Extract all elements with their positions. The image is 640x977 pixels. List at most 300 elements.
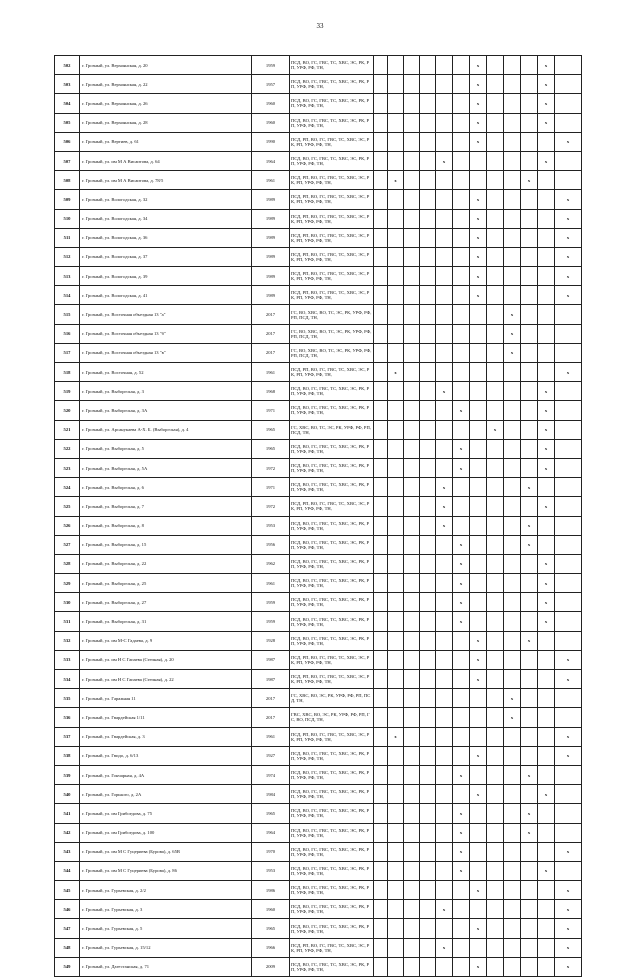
mark-cell: [538, 343, 555, 362]
work-codes-cell: ПСД, РП, ВО, ГС, ГВС, ТС, ХВС, ЭС, РК, РП, УРФ, РФ, ТН,: [290, 228, 374, 247]
mark-cell: [487, 861, 504, 880]
mark-cell: [404, 247, 420, 266]
mark-cell: x: [538, 94, 555, 113]
mark-cell: [538, 324, 555, 343]
mark-cell: [420, 420, 436, 439]
row-number: 530: [55, 593, 80, 612]
address-cell: г. Грозный, ул. Выборгская, д. 7: [80, 497, 252, 516]
mark-cell: [420, 746, 436, 765]
mark-cell: [404, 765, 420, 784]
table-row: [55, 75, 582, 94]
mark-cell: [404, 900, 420, 919]
mark-cell: [404, 420, 420, 439]
mark-cell: [388, 593, 404, 612]
table-row: [55, 746, 582, 765]
mark-cell: [436, 746, 453, 765]
mark-cell: [374, 190, 388, 209]
mark-cell: [436, 765, 453, 784]
mark-cell: [453, 420, 470, 439]
mark-cell: [374, 593, 388, 612]
mark-cell: x: [470, 957, 487, 976]
mark-cell: [470, 861, 487, 880]
work-codes-cell: ПСД, ВО, ГС, ГВС, ТС, ХВС, ЭС, РК, РП, УРФ, РФ, ТН,: [290, 94, 374, 113]
mark-cell: [420, 574, 436, 593]
mark-cell: [404, 823, 420, 842]
mark-cell: [487, 670, 504, 689]
year-cell: 1971: [252, 401, 290, 420]
row-number: 512: [55, 247, 80, 266]
mark-cell: [420, 132, 436, 151]
mark-cell: [388, 247, 404, 266]
mark-cell: [504, 535, 521, 554]
table-row: [55, 171, 582, 190]
mark-cell: [388, 382, 404, 401]
table-row: [55, 478, 582, 497]
work-codes-cell: ПСД, РП, ВО, ГС, ГВС, ТС, ХВС, ЭС, РК, РП, УРФ, РФ, ТН,: [290, 727, 374, 746]
mark-cell: [521, 363, 538, 382]
mark-cell: [436, 785, 453, 804]
mark-cell: [388, 612, 404, 631]
mark-cell: [436, 420, 453, 439]
mark-cell: x: [555, 900, 582, 919]
mark-cell: [420, 900, 436, 919]
mark-cell: [487, 804, 504, 823]
mark-cell: [521, 132, 538, 151]
address-cell: г. Грозный, ул. Восточная объездная 13 "б": [80, 324, 252, 343]
mark-cell: [388, 785, 404, 804]
row-number: 545: [55, 881, 80, 900]
work-codes-cell: ПСД, ВО, ГС, ГВС, ТС, ХВС, ЭС, РК, РП, УРФ, РФ, ТН,: [290, 861, 374, 880]
mark-cell: [453, 708, 470, 727]
work-codes-cell: ПСД, РП, ВО, ГС, ГВС, ТС, ХВС, ЭС, РК, РП, УРФ, РФ, ТН,: [290, 132, 374, 151]
mark-cell: [436, 881, 453, 900]
mark-cell: [470, 574, 487, 593]
year-cell: 1989: [252, 267, 290, 286]
mark-cell: [420, 785, 436, 804]
mark-cell: [374, 919, 388, 938]
mark-cell: [504, 765, 521, 784]
year-cell: 1990: [252, 132, 290, 151]
row-number: 524: [55, 478, 80, 497]
mark-cell: [538, 957, 555, 976]
mark-cell: [555, 305, 582, 324]
mark-cell: [470, 727, 487, 746]
mark-cell: x: [538, 420, 555, 439]
work-codes-cell: ПСД, ВО, ГС, ГВС, ТС, ХВС, ЭС, РК, РП, УРФ, РФ, ТН,: [290, 842, 374, 861]
mark-cell: [504, 670, 521, 689]
mark-cell: [420, 113, 436, 132]
mark-cell: [420, 650, 436, 669]
mark-cell: [388, 439, 404, 458]
mark-cell: [420, 708, 436, 727]
mark-cell: [388, 56, 404, 75]
row-number: 521: [55, 420, 80, 439]
row-number: 525: [55, 497, 80, 516]
mark-cell: [487, 765, 504, 784]
mark-cell: x: [453, 804, 470, 823]
mark-cell: [420, 343, 436, 362]
mark-cell: [538, 305, 555, 324]
mark-cell: [521, 861, 538, 880]
mark-cell: x: [470, 631, 487, 650]
mark-cell: [453, 900, 470, 919]
mark-cell: [521, 881, 538, 900]
mark-cell: [504, 190, 521, 209]
mark-cell: [388, 420, 404, 439]
mark-cell: [388, 267, 404, 286]
mark-cell: [404, 554, 420, 573]
mark-cell: [374, 439, 388, 458]
work-codes-cell: ГВС, ХВС, ВО, ЭС, РК, УРФ, РФ, РП, ГС, ВО, ПСД, ТН,: [290, 708, 374, 727]
table-row: [55, 151, 582, 170]
row-number: 523: [55, 458, 80, 477]
mark-cell: [420, 228, 436, 247]
year-cell: 1989: [252, 190, 290, 209]
page-number: 33: [316, 22, 324, 30]
mark-cell: [453, 324, 470, 343]
mark-cell: [470, 765, 487, 784]
mark-cell: [374, 94, 388, 113]
mark-cell: [538, 804, 555, 823]
mark-cell: [521, 785, 538, 804]
mark-cell: [555, 439, 582, 458]
mark-cell: [420, 861, 436, 880]
mark-cell: [487, 957, 504, 976]
mark-cell: [504, 957, 521, 976]
mark-cell: [420, 727, 436, 746]
mark-cell: [555, 804, 582, 823]
table-row: [55, 938, 582, 957]
table-row: [55, 132, 582, 151]
year-cell: 2017: [252, 708, 290, 727]
mark-cell: x: [436, 151, 453, 170]
mark-cell: [538, 919, 555, 938]
mark-cell: [436, 670, 453, 689]
mark-cell: [404, 919, 420, 938]
mark-cell: [470, 343, 487, 362]
mark-cell: x: [470, 267, 487, 286]
mark-cell: [374, 516, 388, 535]
mark-cell: [453, 305, 470, 324]
mark-cell: [388, 670, 404, 689]
mark-cell: [404, 94, 420, 113]
mark-cell: [504, 593, 521, 612]
mark-cell: [404, 631, 420, 650]
row-number: 522: [55, 439, 80, 458]
mark-cell: [504, 516, 521, 535]
year-cell: 1961: [252, 727, 290, 746]
mark-cell: [487, 458, 504, 477]
mark-cell: [404, 957, 420, 976]
mark-cell: [504, 382, 521, 401]
mark-cell: [470, 363, 487, 382]
mark-cell: [504, 919, 521, 938]
mark-cell: [504, 478, 521, 497]
mark-cell: [420, 535, 436, 554]
year-cell: 1989: [252, 209, 290, 228]
mark-cell: [420, 56, 436, 75]
year-cell: 1974: [252, 765, 290, 784]
mark-cell: [555, 420, 582, 439]
mark-cell: [538, 881, 555, 900]
year-cell: 1966: [252, 938, 290, 957]
mark-cell: [436, 631, 453, 650]
row-number: 502: [55, 56, 80, 75]
mark-cell: [436, 650, 453, 669]
mark-cell: [388, 305, 404, 324]
table-row: [55, 497, 582, 516]
row-number: 547: [55, 919, 80, 938]
work-codes-cell: ПСД, ВО, ГС, ГВС, ТС, ХВС, ЭС, РК, РП, УРФ, РФ, ТН,: [290, 631, 374, 650]
mark-cell: [420, 938, 436, 957]
table-row: [55, 919, 582, 938]
mark-cell: [388, 401, 404, 420]
mark-cell: x: [453, 401, 470, 420]
mark-cell: x: [538, 439, 555, 458]
mark-cell: [388, 458, 404, 477]
mark-cell: [420, 286, 436, 305]
row-number: 546: [55, 900, 80, 919]
work-codes-cell: ГС, ВО, ХВС, ВО, ТС, ЭС, РК, УРФ, РФ, РП, ПСД, ТН,: [290, 343, 374, 362]
mark-cell: [374, 612, 388, 631]
work-codes-cell: ПСД, ВО, ГС, ГВС, ТС, ХВС, ЭС, РК, РП, УРФ, РФ, ТН,: [290, 919, 374, 938]
mark-cell: [388, 957, 404, 976]
mark-cell: [504, 286, 521, 305]
mark-cell: x: [470, 746, 487, 765]
mark-cell: [504, 151, 521, 170]
mark-cell: [538, 478, 555, 497]
mark-cell: [404, 190, 420, 209]
mark-cell: x: [555, 957, 582, 976]
mark-cell: [404, 56, 420, 75]
mark-cell: [487, 401, 504, 420]
mark-cell: [436, 689, 453, 708]
mark-cell: [504, 458, 521, 477]
work-codes-cell: ПСД, ВО, ГС, ГВС, ТС, ХВС, ЭС, РК, РП, УРФ, РФ, ТН,: [290, 554, 374, 573]
row-number: 509: [55, 190, 80, 209]
address-cell: г. Грозный, ул. Восточная объездная 13 "а": [80, 305, 252, 324]
mark-cell: [420, 881, 436, 900]
work-codes-cell: ПСД, РП, ВО, ГС, ГВС, ТС, ХВС, ЭС, РК, РП, УРФ, РФ, ТН,: [290, 938, 374, 957]
mark-cell: [420, 670, 436, 689]
mark-cell: [504, 209, 521, 228]
mark-cell: [487, 746, 504, 765]
mark-cell: [538, 670, 555, 689]
mark-cell: [504, 804, 521, 823]
address-cell: г. Грозный, ул. Вологодская, д. 32: [80, 190, 252, 209]
mark-cell: x: [555, 938, 582, 957]
row-number: 544: [55, 861, 80, 880]
mark-cell: [436, 94, 453, 113]
mark-cell: x: [453, 574, 470, 593]
mark-cell: [404, 132, 420, 151]
mark-cell: [374, 497, 388, 516]
mark-cell: x: [470, 190, 487, 209]
work-codes-cell: ПСД, РП, ВО, ГС, ГВС, ТС, ХВС, ЭС, РК, РП, УРФ, РФ, ТН,: [290, 267, 374, 286]
row-number: 533: [55, 650, 80, 669]
mark-cell: [388, 535, 404, 554]
address-cell: г. Грозный, ул. Гурьевская, д. 3: [80, 900, 252, 919]
mark-cell: [538, 900, 555, 919]
mark-cell: [436, 324, 453, 343]
table-row: [55, 343, 582, 362]
row-number: 508: [55, 171, 80, 190]
mark-cell: [504, 247, 521, 266]
mark-cell: [436, 228, 453, 247]
table-row: [55, 305, 582, 324]
year-cell: 1960: [252, 113, 290, 132]
mark-cell: [453, 343, 470, 362]
mark-cell: [470, 151, 487, 170]
mark-cell: [420, 919, 436, 938]
mark-cell: [404, 363, 420, 382]
mark-cell: [453, 382, 470, 401]
mark-cell: x: [436, 478, 453, 497]
row-number: 548: [55, 938, 80, 957]
mark-cell: [521, 842, 538, 861]
mark-cell: [453, 94, 470, 113]
mark-cell: [436, 919, 453, 938]
mark-cell: x: [538, 458, 555, 477]
mark-cell: [470, 612, 487, 631]
address-cell: г. Грозный, ул. Восточная, д. 52: [80, 363, 252, 382]
year-cell: 1957: [252, 75, 290, 94]
mark-cell: [436, 554, 453, 573]
address-cell: г. Грозный, ул. Выборгская, д. 25: [80, 574, 252, 593]
mark-cell: x: [470, 209, 487, 228]
mark-cell: [436, 267, 453, 286]
mark-cell: x: [555, 267, 582, 286]
mark-cell: [374, 286, 388, 305]
table-row: [55, 94, 582, 113]
mark-cell: x: [453, 823, 470, 842]
mark-cell: [420, 151, 436, 170]
mark-cell: [470, 420, 487, 439]
mark-cell: [521, 209, 538, 228]
mark-cell: [555, 593, 582, 612]
mark-cell: x: [470, 247, 487, 266]
mark-cell: x: [538, 612, 555, 631]
mark-cell: [374, 861, 388, 880]
year-cell: 1928: [252, 631, 290, 650]
address-cell: г. Грозный, ул. Верхоянская, д. 28: [80, 113, 252, 132]
mark-cell: [374, 401, 388, 420]
mark-cell: [470, 478, 487, 497]
mark-cell: [388, 938, 404, 957]
address-cell: г. Грозный, ул. Гвардейская 1/11: [80, 708, 252, 727]
mark-cell: [538, 689, 555, 708]
row-number: 517: [55, 343, 80, 362]
work-codes-cell: ПСД, ВО, ГС, ГВС, ТС, ХВС, ЭС, РК, РП, УРФ, РФ, ТН,: [290, 804, 374, 823]
work-codes-cell: ПСД, ВО, ГС, ГВС, ТС, ХВС, ЭС, РК, РП, УРФ, РФ, ТН,: [290, 785, 374, 804]
mark-cell: [538, 938, 555, 957]
mark-cell: [453, 75, 470, 94]
mark-cell: [436, 593, 453, 612]
mark-cell: [436, 574, 453, 593]
year-cell: 1959: [252, 593, 290, 612]
mark-cell: [555, 861, 582, 880]
mark-cell: [453, 746, 470, 765]
mark-cell: [487, 286, 504, 305]
mark-cell: [538, 842, 555, 861]
mark-cell: [436, 823, 453, 842]
row-number: 503: [55, 75, 80, 94]
mark-cell: [504, 56, 521, 75]
mark-cell: [555, 343, 582, 362]
address-cell: г. Грозный, ул. Выборгская, д. 8: [80, 516, 252, 535]
mark-cell: [521, 612, 538, 631]
mark-cell: x: [555, 727, 582, 746]
mark-cell: [420, 497, 436, 516]
row-number: 505: [55, 113, 80, 132]
row-number: 516: [55, 324, 80, 343]
mark-cell: [521, 190, 538, 209]
mark-cell: x: [555, 132, 582, 151]
mark-cell: [453, 727, 470, 746]
mark-cell: [388, 132, 404, 151]
mark-cell: x: [470, 650, 487, 669]
work-codes-cell: ПСД, ВО, ГС, ГВС, ТС, ХВС, ЭС, РК, РП, УРФ, РФ, ТН,: [290, 439, 374, 458]
mark-cell: [538, 727, 555, 746]
mark-cell: [420, 612, 436, 631]
mark-cell: [521, 574, 538, 593]
row-number: 542: [55, 823, 80, 842]
mark-cell: x: [538, 113, 555, 132]
mark-cell: [521, 401, 538, 420]
mark-cell: [404, 209, 420, 228]
year-cell: 1987: [252, 670, 290, 689]
mark-cell: [487, 708, 504, 727]
work-codes-cell: ПСД, ВО, ГС, ГВС, ТС, ХВС, ЭС, РК, РП, УРФ, РФ, ТН,: [290, 516, 374, 535]
mark-cell: [404, 382, 420, 401]
row-number: 526: [55, 516, 80, 535]
year-cell: 1986: [252, 881, 290, 900]
address-cell: г. Грозный, ул. Восточная объездная 13 "в": [80, 343, 252, 362]
table-row: [55, 401, 582, 420]
mark-cell: [404, 497, 420, 516]
mark-cell: [487, 56, 504, 75]
table-row: [55, 56, 582, 75]
year-cell: 2017: [252, 324, 290, 343]
mark-cell: [404, 574, 420, 593]
row-number: 511: [55, 228, 80, 247]
table-row: [55, 650, 582, 669]
mark-cell: x: [555, 842, 582, 861]
mark-cell: [487, 554, 504, 573]
mark-cell: [404, 938, 420, 957]
work-codes-cell: ПСД, ВО, ГС, ГВС, ТС, ХВС, ЭС, РК, РП, УРФ, РФ, ТН,: [290, 535, 374, 554]
mark-cell: [538, 746, 555, 765]
mark-cell: [521, 343, 538, 362]
work-codes-cell: ПСД, ВО, ГС, ГВС, ТС, ХВС, ЭС, РК, РП, УРФ, РФ, ТН,: [290, 574, 374, 593]
mark-cell: [487, 190, 504, 209]
mark-cell: x: [453, 439, 470, 458]
mark-cell: [404, 267, 420, 286]
mark-cell: [487, 151, 504, 170]
mark-cell: [388, 804, 404, 823]
year-cell: 2017: [252, 343, 290, 362]
mark-cell: [436, 113, 453, 132]
year-cell: 1987: [252, 650, 290, 669]
mark-cell: [504, 746, 521, 765]
mark-cell: [555, 554, 582, 573]
mark-cell: [504, 631, 521, 650]
work-codes-cell: ПСД, ВО, ГС, ГВС, ТС, ХВС, ЭС, РК, РП, УРФ, РФ, ТН,: [290, 75, 374, 94]
mark-cell: [487, 324, 504, 343]
mark-cell: [453, 228, 470, 247]
mark-cell: [404, 746, 420, 765]
mark-cell: [404, 151, 420, 170]
